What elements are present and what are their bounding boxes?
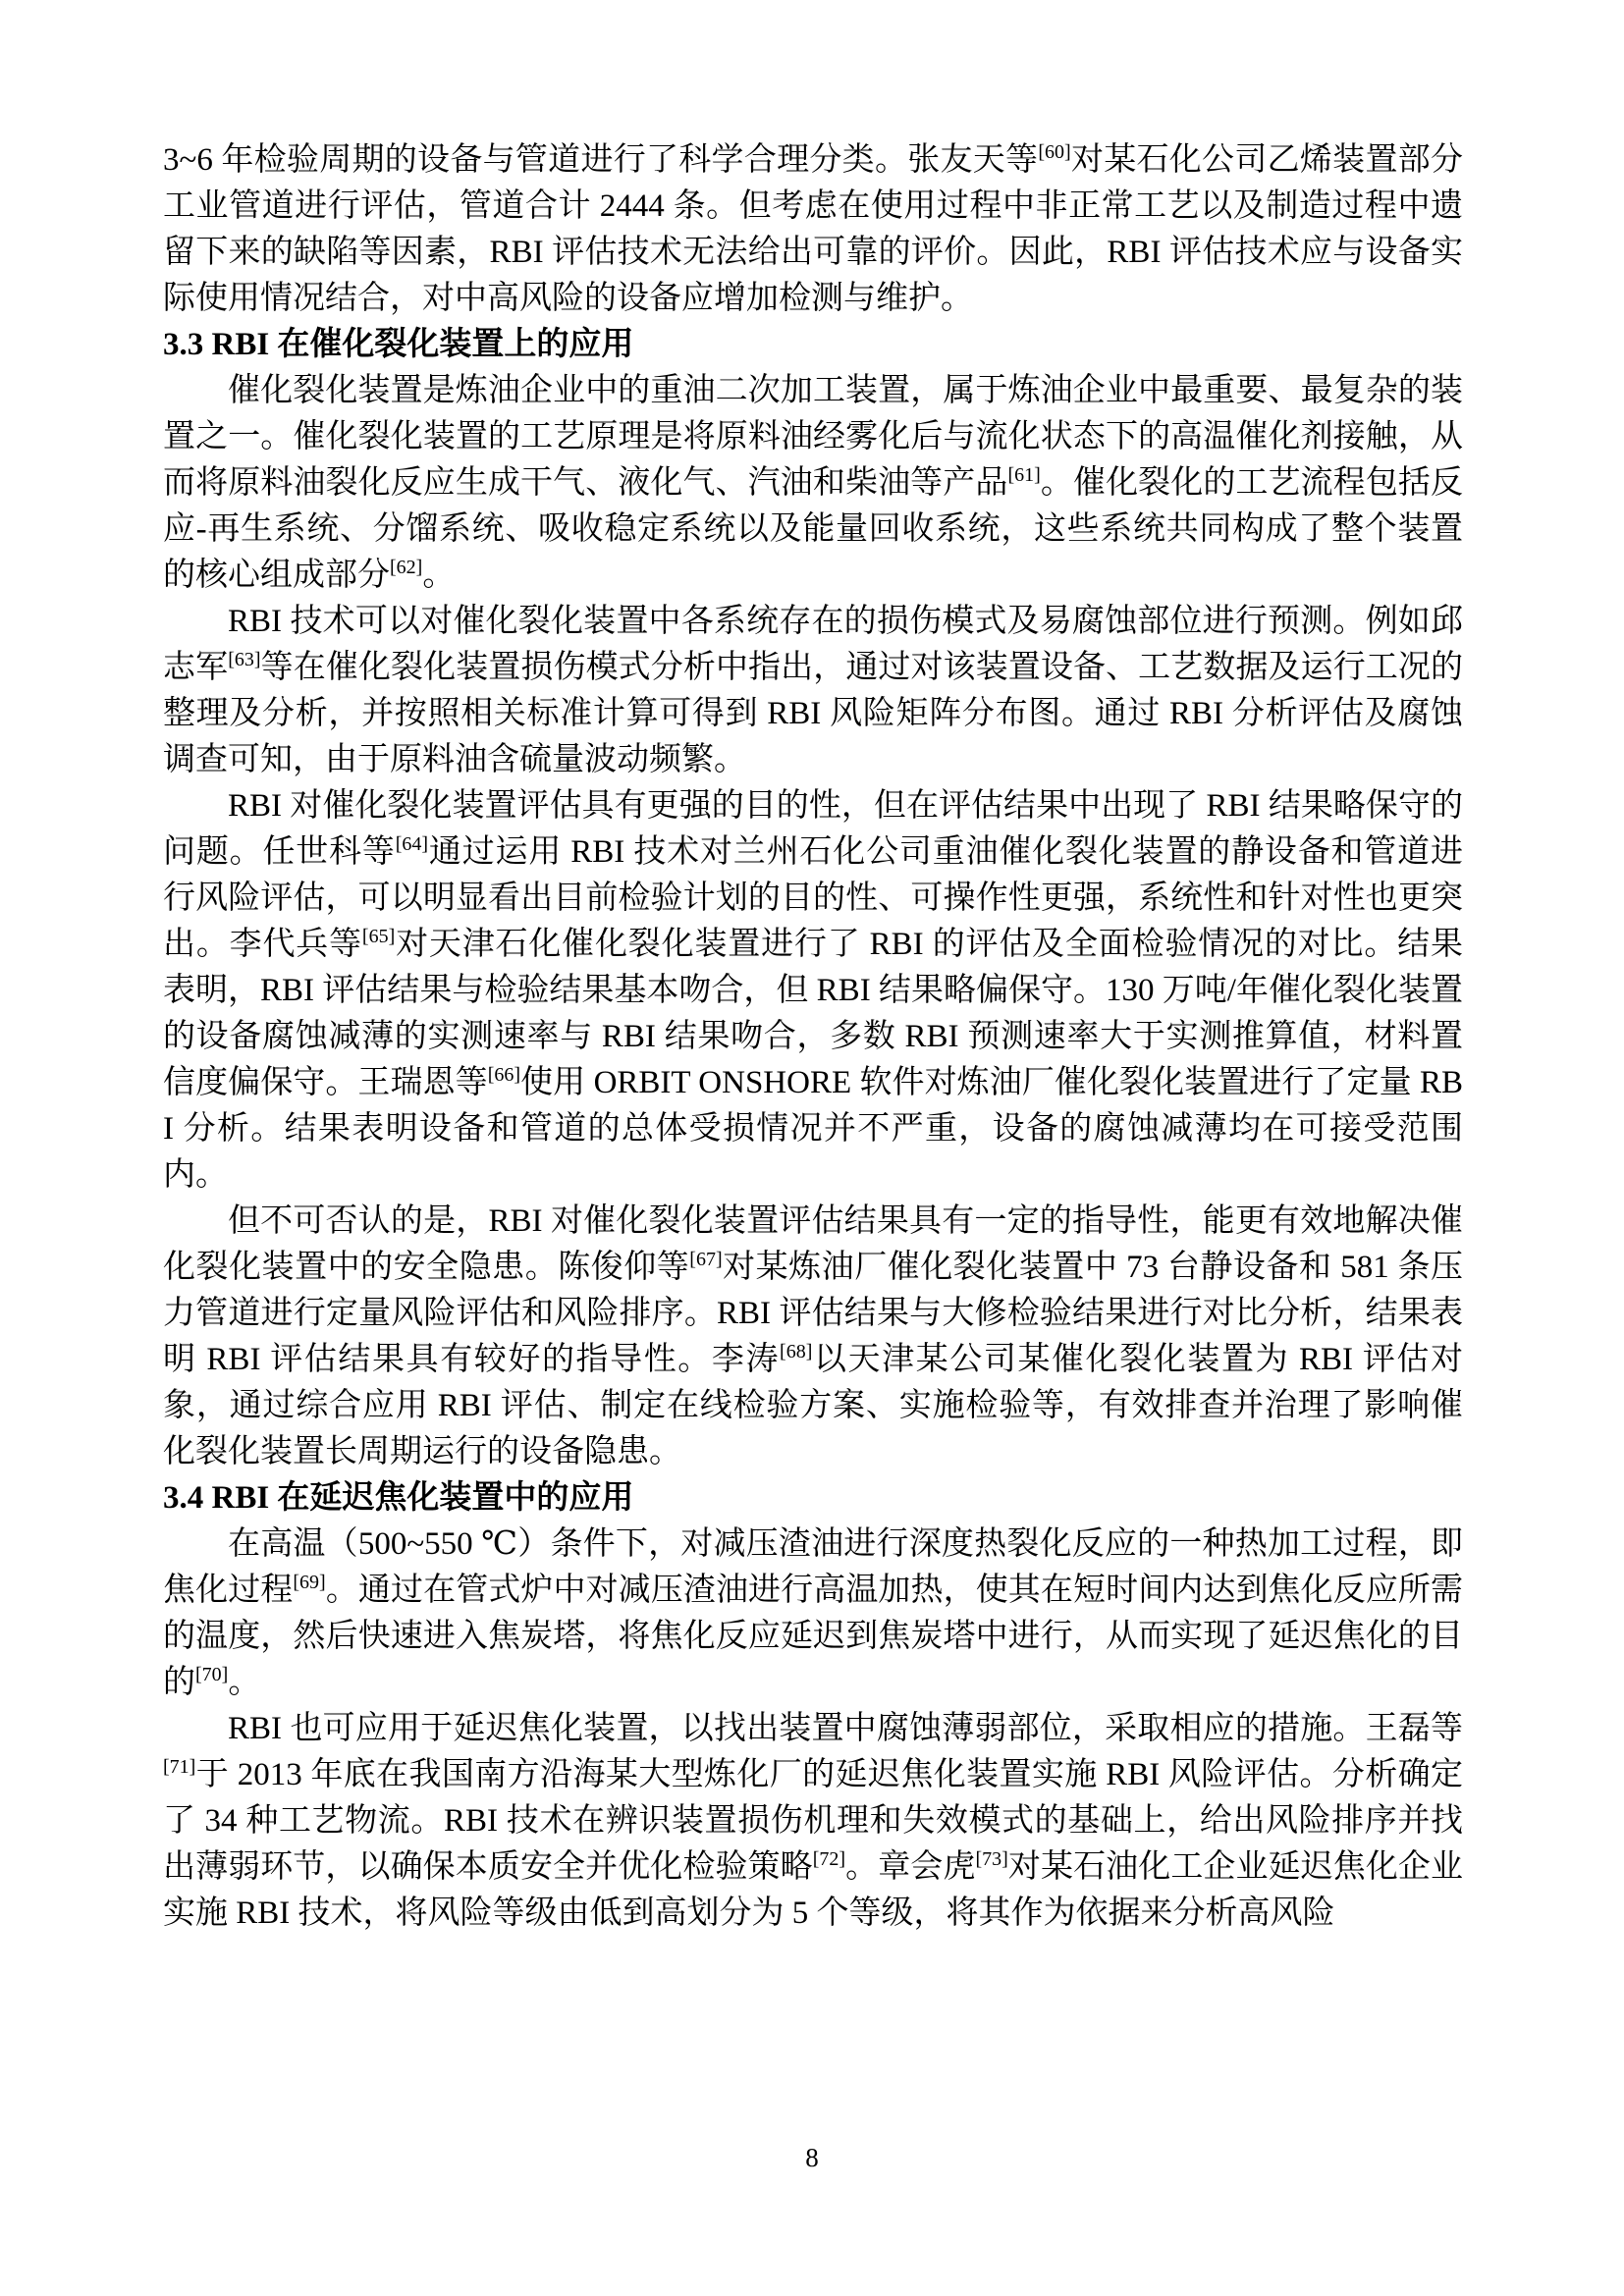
- paragraph: 催化裂化装置是炼油企业中的重油二次加工装置，属于炼油企业中最重要、最复杂的装置之一。催化裂化装置的工艺原理是将原料油经雾化后与流化状态下的高温催化剂接触，从而将原料油裂化反应生成干气、液化气、汽油和柴油等产品[61]。催化裂化的工艺流程包括反应-再生系统、分馏系统、吸收稳定系统以及能量回收系统，这些系统共同构成了整个装置的核心组成部分[62]。: [163, 373, 1464, 593]
- citation-ref: [69]: [293, 1572, 326, 1593]
- citation-ref: [73]: [975, 1848, 1008, 1870]
- citation-ref: [64]: [395, 833, 429, 855]
- citation-ref: [62]: [390, 557, 423, 578]
- paragraph: RBI 技术可以对催化裂化装置中各系统存在的损伤模式及易腐蚀部位进行预测。例如邱志军[63]等在催化裂化装置损伤模式分析中指出，通过对该装置设备、工艺数据及运行工况的整理及分析，并按照相关标准计算可得到 RBI 风险矩阵分布图。通过 RBI 分析评估及腐蚀调查可知，由于原料油含硫量波动频繁。: [163, 604, 1464, 777]
- citation-ref: [65]: [361, 926, 396, 947]
- citation-ref: [70]: [195, 1664, 229, 1685]
- paragraph: RBI 也可应用于延迟焦化装置，以找出装置中腐蚀薄弱部位，采取相应的措施。王磊等[71]于 2013 年底在我国南方沿海某大型炼化厂的延迟焦化装置实施 RBI 风险评估。分析确定了 34 种工艺物流。RBI 技术在辨识装置损伤机理和失效模式的基础上，给出风险排序并找出薄弱环节，以确保本质安全并优化检验策略[72]。章会虎[73]对某石油化工企业延迟焦化企业实施 RBI 技术，将风险等级由低到高划分为 5 个等级，将其作为依据来分析高风险: [163, 1711, 1464, 1931]
- citation-ref: [61]: [1007, 464, 1041, 486]
- citation-ref: [71]: [163, 1756, 196, 1778]
- section-heading: 3.3 RBI 在催化裂化装置上的应用: [163, 327, 634, 362]
- section-heading: 3.4 RBI 在延迟焦化装置中的应用: [163, 1480, 634, 1516]
- citation-ref: [72]: [812, 1848, 846, 1870]
- paragraph: 3~6 年检验周期的设备与管道进行了科学合理分类。张友天等[60]对某石化公司乙烯装置部分工业管道进行评估，管道合计 2444 条。但考虑在使用过程中非正常工艺以及制造过程中遗留下来的缺陷等因素，RBI 评估技术无法给出可靠的评价。因此，RBI 评估技术应与设备实际使用情况结合，对中高风险的设备应增加检测与维护。: [163, 141, 1464, 316]
- paragraph: RBI 对催化裂化装置评估具有更强的目的性，但在评估结果中出现了 RBI 结果略保守的问题。任世科等[64]通过运用 RBI 技术对兰州石化公司重油催化裂化装置的静设备和管道进行风险评估，可以明显看出目前检验计划的目的性、可操作性更强，系统性和针对性也更突出。李代兵等[65]对天津石化催化裂化装置进行了 RBI 的评估及全面检验情况的对比。结果表明，RBI 评估结果与检验结果基本吻合，但 RBI 结果略偏保守。130 万吨/年催化裂化装置的设备腐蚀减薄的实测速率与 RBI 结果吻合，多数 RBI 预测速率大于实测推算值，材料置信度偏保守。王瑞恩等[66]使用 ORBIT ONSHORE 软件对炼油厂催化裂化装置进行了定量 RBI 分析。结果表明设备和管道的总体受损情况并不严重，设备的腐蚀减薄均在可接受范围内。: [163, 788, 1464, 1193]
- page-number: 8: [805, 2143, 819, 2172]
- page-footer: [0, 2143, 1624, 2172]
- paragraph: 但不可否认的是，RBI 对催化裂化装置评估结果具有一定的指导性，能更有效地解决催化裂化装置中的安全隐患。陈俊仰等[67]对某炼油厂催化裂化装置中 73 台静设备和 581 条压力管道进行定量风险评估和风险排序。RBI 评估结果与大修检验结果进行对比分析，结果表明 RBI 评估结果具有较好的指导性。李涛[68]以天津某公司某催化裂化装置为 RBI 评估对象，通过综合应用 RBI 评估、制定在线检验方案、实施检验等，有效排查并治理了影响催化裂化装置长周期运行的设备隐患。: [163, 1203, 1464, 1469]
- citation-ref: [67]: [689, 1249, 723, 1270]
- citation-ref: [63]: [228, 649, 261, 670]
- document-body: [163, 137, 1463, 1937]
- citation-ref: [60]: [1038, 141, 1071, 163]
- paragraph: 在高温（500~550 ℃）条件下，对减压渣油进行深度热裂化反应的一种热加工过程，即焦化过程[69]。通过在管式炉中对减压渣油进行高温加热，使其在短时间内达到焦化反应所需的温度，然后快速进入焦炭塔，将焦化反应延迟到焦炭塔中进行，从而实现了延迟焦化的目的[70]。: [163, 1526, 1464, 1700]
- citation-ref: [66]: [487, 1064, 521, 1086]
- citation-ref: [68]: [780, 1341, 813, 1362]
